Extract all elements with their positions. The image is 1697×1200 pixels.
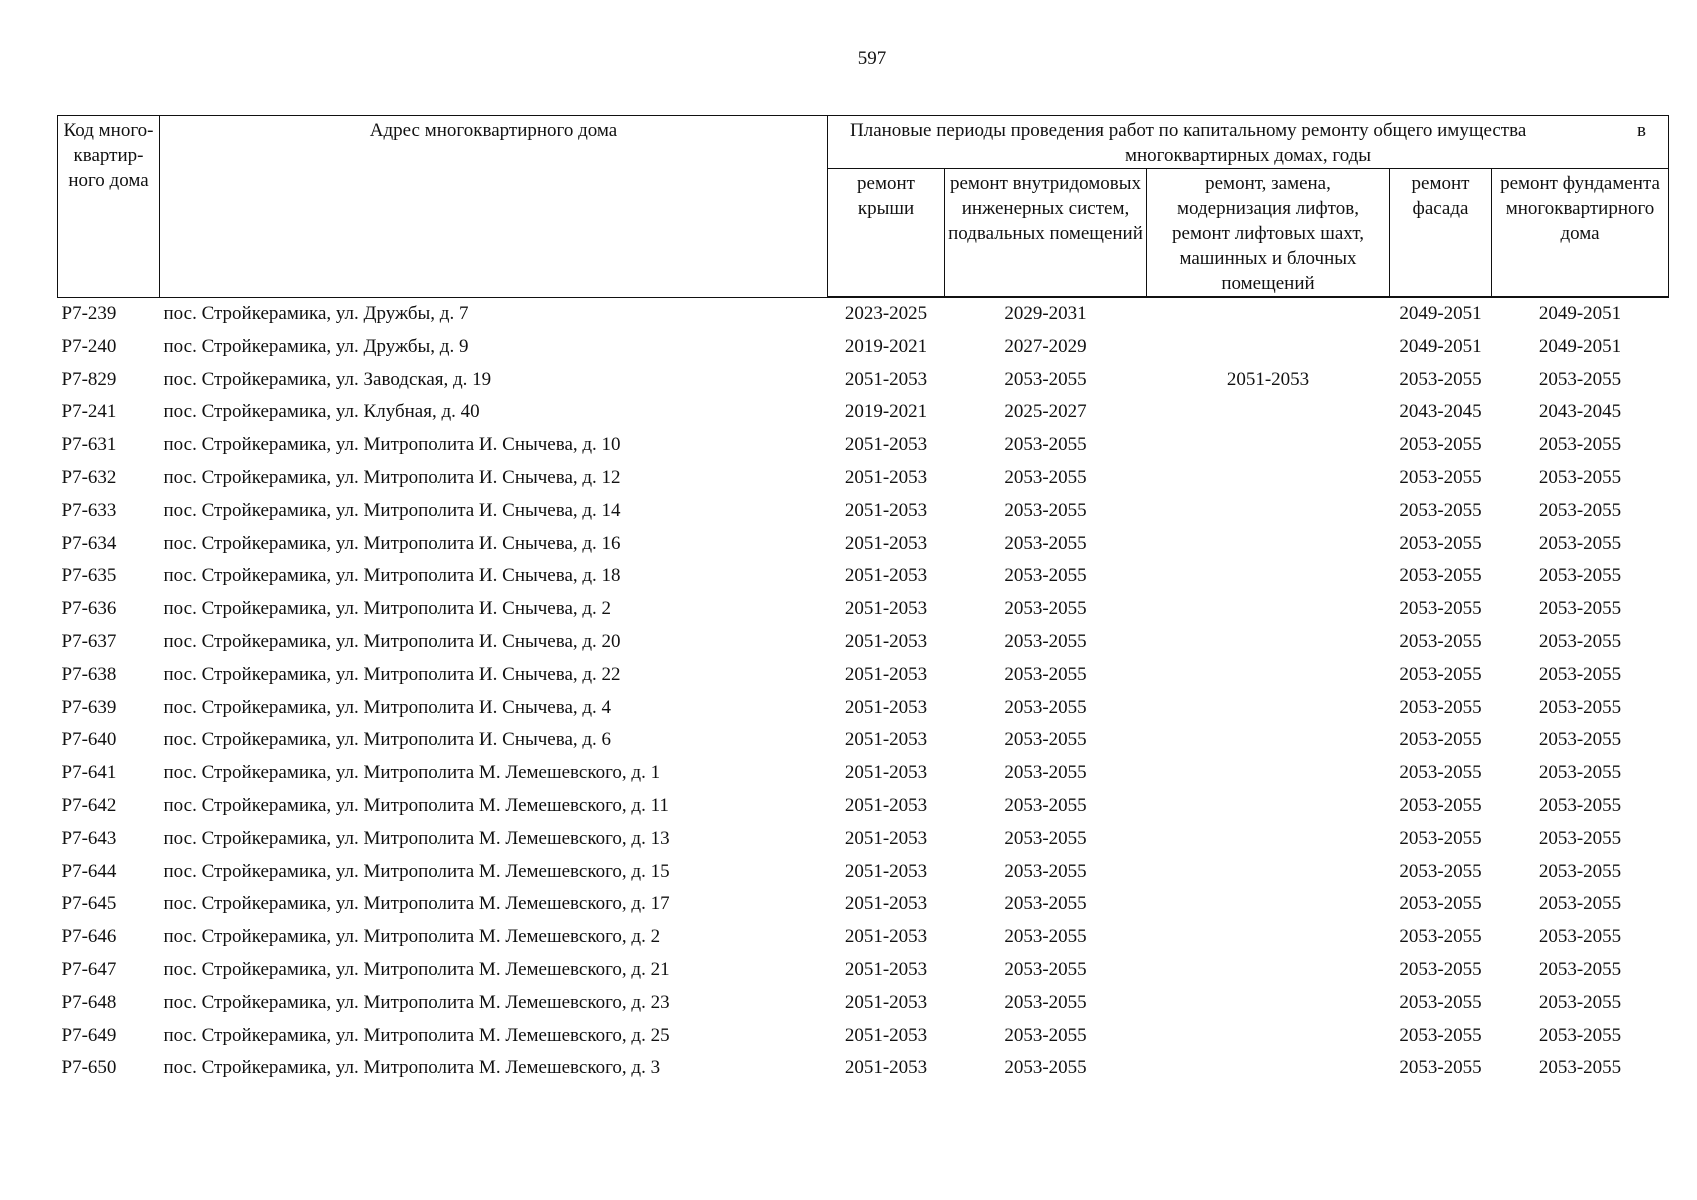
table-row [58,1020,1669,1053]
cell-code: Р7-634 [61,532,117,554]
header-address: Адрес многоквартирного дома [160,116,828,298]
cell-roof: 2051-2053 [844,958,928,980]
cell-elevators [1147,593,1390,626]
cell-code: Р7-241 [61,401,117,423]
cell-systems: 2053-2055 [1004,434,1087,456]
cell-facade: 2053-2055 [1399,466,1482,488]
header-periods-title-tail: в [1637,120,1647,141]
cell-facade: 2053-2055 [1399,565,1482,587]
cell-elevators [1147,626,1390,659]
table-row [58,331,1669,364]
header-systems: ремонт внутридомовых инженерных систем, подвальных помещений [945,169,1147,298]
cell-elevators [1147,462,1390,495]
cell-elevators [1147,888,1390,921]
cell-elevators [1147,724,1390,757]
cell-systems: 2053-2055 [1004,565,1087,587]
cell-facade: 2053-2055 [1399,991,1482,1013]
cell-facade: 2053-2055 [1399,434,1482,456]
cell-code: Р7-641 [61,762,117,784]
cell-elevators [1147,692,1390,725]
cell-address: пос. Стройкерамика, ул. Митрополита М. Лемешевского, д. 13 [163,827,670,849]
cell-foundation: 2053-2055 [1538,991,1622,1013]
cell-address: пос. Стройкерамика, ул. Митрополита И. Снычева, д. 6 [163,729,612,751]
cell-address: пос. Стройкерамика, ул. Митрополита М. Лемешевского, д. 1 [163,762,661,784]
cell-elevators [1147,823,1390,856]
table-row [58,954,1669,987]
cell-address: пос. Стройкерамика, ул. Митрополита И. Снычева, д. 14 [163,499,621,521]
cell-facade: 2053-2055 [1399,368,1482,390]
cell-elevators [1147,297,1390,331]
cell-foundation: 2053-2055 [1538,663,1622,685]
cell-systems: 2053-2055 [1004,1024,1087,1046]
table-row [58,626,1669,659]
cell-elevators [1147,331,1390,364]
cell-code: Р7-239 [61,302,117,324]
cell-address: пос. Стройкерамика, ул. Митрополита И. Снычева, д. 10 [163,434,621,456]
cell-code: Р7-650 [61,1057,117,1079]
table-row [58,921,1669,954]
cell-elevators [1147,429,1390,462]
table-row [58,462,1669,495]
cell-facade: 2053-2055 [1399,696,1482,718]
cell-roof: 2051-2053 [844,466,928,488]
cell-systems: 2053-2055 [1004,762,1087,784]
cell-roof: 2051-2053 [844,434,928,456]
cell-foundation: 2053-2055 [1538,630,1622,652]
cell-systems: 2053-2055 [1004,926,1087,948]
cell-facade: 2053-2055 [1399,630,1482,652]
cell-foundation: 2053-2055 [1538,893,1622,915]
cell-address: пос. Стройкерамика, ул. Митрополита И. Снычева, д. 22 [163,663,621,685]
cell-facade: 2053-2055 [1399,958,1482,980]
cell-roof: 2051-2053 [844,991,928,1013]
table-row [58,495,1669,528]
cell-code: Р7-645 [61,893,117,915]
cell-address: пос. Стройкерамика, ул. Дружбы, д. 9 [163,335,469,357]
cell-elevators [1147,790,1390,823]
table-row [58,297,1669,331]
cell-roof: 2051-2053 [844,1024,928,1046]
cell-elevators [1147,921,1390,954]
cell-roof: 2051-2053 [844,630,928,652]
table-row [58,692,1669,725]
header-code: Код много-квартир-ного дома [58,116,160,298]
cell-code: Р7-646 [61,926,117,948]
header-facade: ремонт фасада [1390,169,1492,298]
cell-foundation: 2053-2055 [1538,1024,1622,1046]
cell-address: пос. Стройкерамика, ул. Клубная, д. 40 [163,401,480,423]
cell-address: пос. Стройкерамика, ул. Митрополита М. Лемешевского, д. 15 [163,860,670,882]
cell-roof: 2019-2021 [844,401,928,423]
cell-code: Р7-643 [61,827,117,849]
cell-systems: 2053-2055 [1004,368,1087,390]
cell-systems: 2027-2029 [1004,335,1087,357]
table-body [58,297,1669,1085]
cell-address: пос. Стройкерамика, ул. Митрополита М. Лемешевского, д. 3 [163,1057,661,1079]
table-row [58,757,1669,790]
cell-code: Р7-240 [61,335,117,357]
table-row [58,888,1669,921]
cell-elevators [1147,856,1390,889]
cell-facade: 2049-2051 [1399,335,1482,357]
table-row [58,429,1669,462]
header-periods-title: Плановые периоды проведения работ по капитальному ремонту общего имущества [850,120,1527,141]
cell-foundation: 2043-2045 [1538,401,1622,423]
cell-facade: 2049-2051 [1399,303,1482,324]
cell-systems: 2053-2055 [1004,696,1087,718]
cell-systems: 2053-2055 [1004,958,1087,980]
cell-roof: 2051-2053 [844,794,928,816]
cell-address: пос. Стройкерамика, ул. Митрополита М. Лемешевского, д. 17 [163,893,670,915]
table-row [58,724,1669,757]
cell-foundation: 2053-2055 [1538,434,1622,456]
cell-elevators [1147,757,1390,790]
cell-foundation: 2053-2055 [1538,598,1622,620]
cell-facade: 2053-2055 [1399,827,1482,849]
cell-code: Р7-636 [61,598,117,620]
table-header [58,116,1669,298]
cell-facade: 2053-2055 [1399,499,1482,521]
cell-foundation: 2053-2055 [1538,696,1622,718]
table-row [58,396,1669,429]
cell-roof: 2051-2053 [844,729,928,751]
cell-elevators [1147,560,1390,593]
cell-facade: 2053-2055 [1399,663,1482,685]
cell-foundation: 2053-2055 [1538,926,1622,948]
table-row [58,1052,1669,1085]
cell-systems: 2053-2055 [1004,827,1087,849]
cell-roof: 2051-2053 [844,368,928,390]
cell-code: Р7-648 [61,991,117,1013]
cell-roof: 2023-2025 [844,303,928,324]
table-row [58,659,1669,692]
cell-elevators [1147,1020,1390,1053]
cell-address: пос. Стройкерамика, ул. Митрополита И. Снычева, д. 18 [163,565,621,587]
cell-roof: 2051-2053 [844,926,928,948]
cell-code: Р7-644 [61,860,117,882]
cell-roof: 2051-2053 [844,696,928,718]
header-foundation: ремонт фундамента многоквартирного дома [1492,169,1669,298]
table-row [58,856,1669,889]
cell-elevators: 2051-2053 [1226,368,1310,390]
cell-systems: 2053-2055 [1004,532,1087,554]
cell-elevators [1147,954,1390,987]
cell-facade: 2053-2055 [1399,762,1482,784]
table-row [58,593,1669,626]
cell-systems: 2053-2055 [1004,1057,1087,1079]
cell-facade: 2043-2045 [1399,401,1482,423]
cell-facade: 2053-2055 [1399,893,1482,915]
cell-roof: 2051-2053 [844,1057,928,1079]
cell-code: Р7-647 [61,958,117,980]
cell-address: пос. Стройкерамика, ул. Митрополита И. Снычева, д. 20 [163,630,621,652]
cell-facade: 2053-2055 [1399,1057,1482,1079]
header-roof: ремонт крыши [828,169,945,298]
cell-foundation: 2053-2055 [1538,466,1622,488]
cell-systems: 2053-2055 [1004,893,1087,915]
cell-address: пос. Стройкерамика, ул. Митрополита М. Лемешевского, д. 11 [163,794,669,816]
cell-systems: 2053-2055 [1004,991,1087,1013]
cell-address: пос. Стройкерамика, ул. Митрополита И. Снычева, д. 2 [163,598,612,620]
cell-address: пос. Стройкерамика, ул. Митрополита М. Лемешевского, д. 21 [163,958,670,980]
cell-roof: 2051-2053 [844,532,928,554]
cell-elevators [1147,659,1390,692]
cell-facade: 2053-2055 [1399,860,1482,882]
table-row [58,528,1669,561]
cell-facade: 2053-2055 [1399,729,1482,751]
table-row [58,790,1669,823]
cell-elevators [1147,396,1390,429]
cell-foundation: 2053-2055 [1538,860,1622,882]
cell-address: пос. Стройкерамика, ул. Митрополита М. Лемешевского, д. 2 [163,926,661,948]
cell-code: Р7-829 [61,368,117,390]
cell-elevators [1147,1052,1390,1085]
cell-address: пос. Стройкерамика, ул. Митрополита И. Снычева, д. 4 [163,696,612,718]
cell-code: Р7-649 [61,1024,117,1046]
cell-code: Р7-632 [61,466,117,488]
cell-systems: 2053-2055 [1004,729,1087,751]
table-row [58,987,1669,1020]
table-row [58,560,1669,593]
cell-code: Р7-637 [61,630,117,652]
cell-foundation: 2053-2055 [1538,729,1622,751]
cell-code: Р7-635 [61,565,117,587]
cell-systems: 2053-2055 [1004,630,1087,652]
cell-facade: 2053-2055 [1399,926,1482,948]
cell-foundation: 2053-2055 [1538,368,1622,390]
cell-facade: 2053-2055 [1399,794,1482,816]
cell-address: пос. Стройкерамика, ул. Заводская, д. 19 [163,368,492,390]
cell-foundation: 2053-2055 [1538,762,1622,784]
cell-foundation: 2053-2055 [1538,1057,1622,1079]
cell-facade: 2053-2055 [1399,1024,1482,1046]
cell-systems: 2053-2055 [1004,663,1087,685]
cell-foundation: 2053-2055 [1538,499,1622,521]
cell-elevators [1147,528,1390,561]
cell-roof: 2051-2053 [844,762,928,784]
cell-roof: 2051-2053 [844,499,928,521]
cell-roof: 2051-2053 [844,827,928,849]
cell-code: Р7-633 [61,499,117,521]
cell-address: пос. Стройкерамика, ул. Митрополита М. Лемешевского, д. 25 [163,1024,670,1046]
cell-systems: 2025-2027 [1004,401,1087,423]
cell-elevators [1147,495,1390,528]
cell-systems: 2053-2055 [1004,499,1087,521]
page-number: 597 [857,48,887,69]
cell-elevators [1147,987,1390,1020]
cell-systems: 2053-2055 [1004,466,1087,488]
cell-foundation: 2053-2055 [1538,827,1622,849]
cell-systems: 2053-2055 [1004,794,1087,816]
cell-systems: 2053-2055 [1004,598,1087,620]
cell-roof: 2051-2053 [844,663,928,685]
cell-roof: 2051-2053 [844,565,928,587]
cell-roof: 2051-2053 [844,598,928,620]
cell-address: пос. Стройкерамика, ул. Дружбы, д. 7 [163,302,469,324]
cell-facade: 2053-2055 [1399,532,1482,554]
cell-foundation: 2053-2055 [1538,565,1622,587]
cell-address: пос. Стройкерамика, ул. Митрополита И. Снычева, д. 12 [163,466,621,488]
header-periods-title-line2: многоквартирных домах, годы [1124,145,1372,166]
table-row [58,823,1669,856]
cell-roof: 2019-2021 [844,335,928,357]
cell-code: Р7-642 [61,794,117,816]
table-row [58,364,1669,397]
cell-systems: 2029-2031 [1004,303,1087,324]
cell-address: пос. Стройкерамика, ул. Митрополита И. Снычева, д. 16 [163,532,621,554]
cell-foundation: 2049-2051 [1538,303,1622,324]
cell-roof: 2051-2053 [844,860,928,882]
cell-code: Р7-638 [61,663,117,685]
cell-roof: 2051-2053 [844,893,928,915]
cell-code: Р7-640 [61,729,117,751]
repair-schedule-table [57,115,1669,1085]
header-elevators: ремонт, замена, модернизация лифтов, ремонт лифтовых шахт, машинных и блочных помещений [1147,169,1390,298]
cell-foundation: 2053-2055 [1538,794,1622,816]
cell-systems: 2053-2055 [1004,860,1087,882]
cell-foundation: 2049-2051 [1538,335,1622,357]
cell-facade: 2053-2055 [1399,598,1482,620]
cell-address: пос. Стройкерамика, ул. Митрополита М. Лемешевского, д. 23 [163,991,670,1013]
header-periods [828,116,1669,169]
cell-foundation: 2053-2055 [1538,532,1622,554]
cell-code: Р7-639 [61,696,117,718]
cell-foundation: 2053-2055 [1538,958,1622,980]
cell-code: Р7-631 [61,434,117,456]
